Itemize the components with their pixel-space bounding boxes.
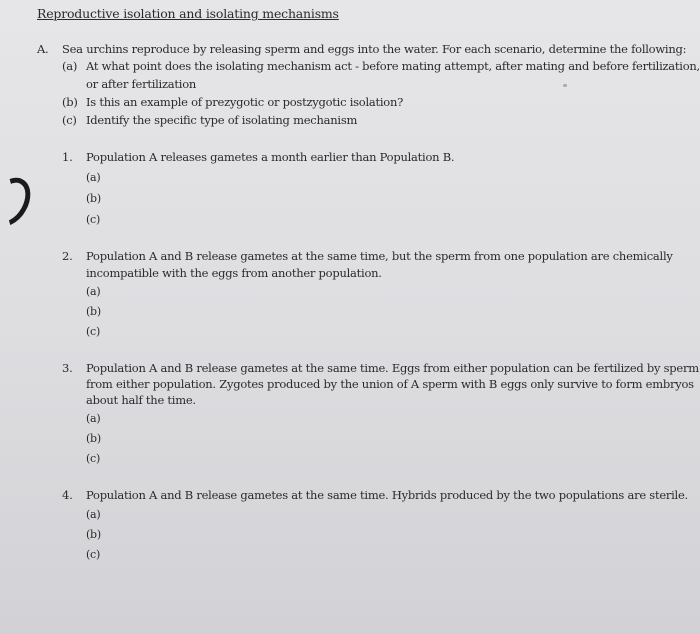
criteria-c-text: Identify the specific type of isolating mechanism [86,113,358,127]
binder-ring-mark [0,170,39,233]
scenario-number: 2. [62,249,73,263]
scenario-number: 3. [62,361,73,375]
paper-speck [563,84,567,87]
answer-label-b: (b) [86,192,101,205]
scenario-number: 4. [62,488,73,502]
criteria-b-text: Is this an example of prezygotic or postzygotic isolation? [86,95,404,109]
answer-label-c: (c) [86,325,100,338]
answer-label-a: (a) [86,508,101,521]
criteria-a-label: (a) [62,59,78,73]
answer-label-a: (a) [86,171,101,184]
answer-label-a: (a) [86,285,101,298]
answer-label-b: (b) [86,432,101,445]
scenario-text: Population A and B release gametes at the same time, but the sperm from one population are chemically [86,249,673,263]
scenario-text: Population A and B release gametes at the same time. Hybrids produced by the two populations are sterile. [86,488,688,502]
answer-label-c: (c) [86,452,100,465]
criteria-b-label: (b) [62,95,78,109]
criteria-a-text-cont: or after fertilization [86,77,197,91]
worksheet-title: Reproductive isolation and isolating mechanisms [37,6,339,21]
scenario-text-cont: incompatible with the eggs from another population. [86,266,382,280]
scenario-number: 1. [62,150,73,164]
section-a-intro: Sea urchins reproduce by releasing sperm and eggs into the water. For each scenario, determine the following: [62,42,687,56]
criteria-a-text: At what point does the isolating mechanism act - before mating attempt, after mating and before fertilization, [86,59,700,73]
answer-label-a: (a) [86,412,101,425]
answer-label-c: (c) [86,548,100,561]
scenario-text-cont: about half the time. [86,393,196,407]
scenario-text: Population A releases gametes a month earlier than Population B. [86,150,455,164]
section-a-label: A. [37,42,49,56]
answer-label-b: (b) [86,305,101,318]
answer-label-b: (b) [86,528,101,541]
criteria-c-label: (c) [62,113,77,127]
scenario-text-cont: from either population. Zygotes produced by the union of A sperm with B eggs only survive to form embryos [86,377,694,391]
scenario-text: Population A and B release gametes at the same time. Eggs from either population can be fertilized by sperm [86,361,699,375]
answer-label-c: (c) [86,213,100,226]
